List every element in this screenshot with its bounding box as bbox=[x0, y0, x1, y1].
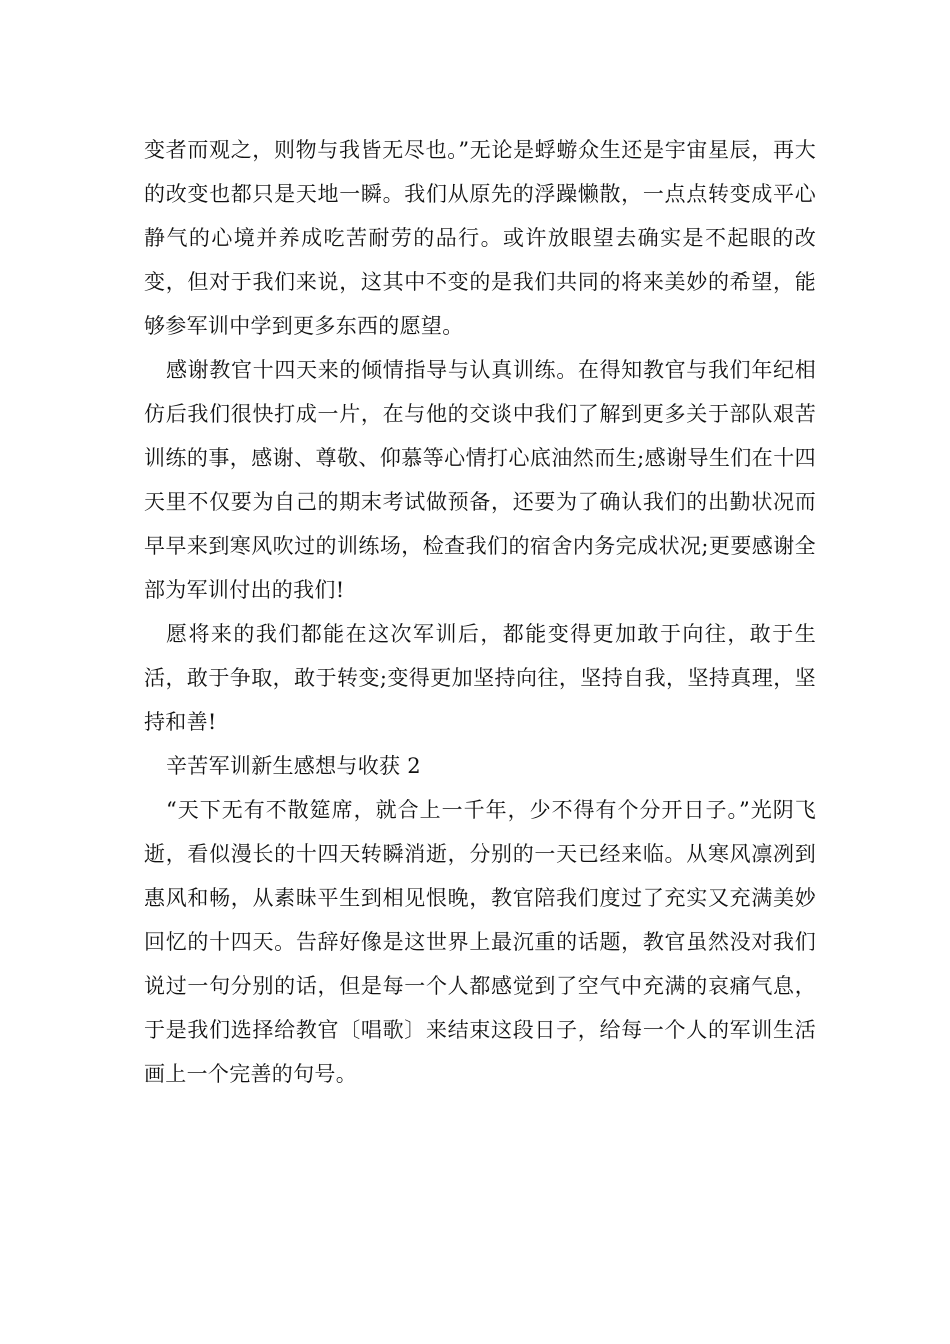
document-body bbox=[144, 128, 816, 1096]
paragraph-farewell: “天下无有不散筵席，就合上一千年，少不得有个分开日子。”光阴飞逝，看似漫长的十四天转瞬消逝，分别的一天已经来临。从寒风凛冽到惠风和畅，从素昧平生到相见恨晚，教官陪我们度过了充实又充满美妙回忆的十四天。告辞好像是这世界上最沉重的话题，教官虽然没对我们说过一句分别的话，但是每一个人都感觉到了空气中充满的哀痛气息，于是我们选择给教官〔唱歌〕来结束这段日子，给每一个人的军训生活画上一个完善的句号。 bbox=[144, 798, 816, 1086]
paragraph-thanks: 感谢教官十四天来的倾情指导与认真训练。在得知教官与我们年纪相仿后我们很快打成一片，在与他的交谈中我们了解到更多关于部队艰苦训练的事，感谢、尊敬、仰慕等心情打心底油然而生;感谢导生们在十四天里不仅要为自己的期末考试做预备，还要为了确认我们的出勤状况而早早来到寒风吹过的训练场，检查我们的宿舍内务完成状况;更要感谢全部为军训付出的我们! bbox=[144, 358, 816, 602]
paragraph-wishes: 愿将来的我们都能在这次军训后，都能变得更加敢于向往，敢于生活，敢于争取，敢于转变;变得更加坚持向往，坚持自我，坚持真理，坚持和善! bbox=[144, 622, 816, 734]
paragraph-continuation: 变者而观之，则物与我皆无尽也。”无论是蜉蝣众生还是宇宙星辰，再大的改变也都只是天地一瞬。我们从原先的浮躁懒散，一点点转变成平心静气的心境并养成吃苦耐劳的品行。或许放眼望去确实是不起眼的改变，但对于我们来说，这其中不变的是我们共同的将来美妙的希望，能够参军训中学到更多东西的愿望。 bbox=[144, 138, 816, 338]
section-title: 辛苦军训新生感想与收获 2 bbox=[166, 754, 421, 778]
